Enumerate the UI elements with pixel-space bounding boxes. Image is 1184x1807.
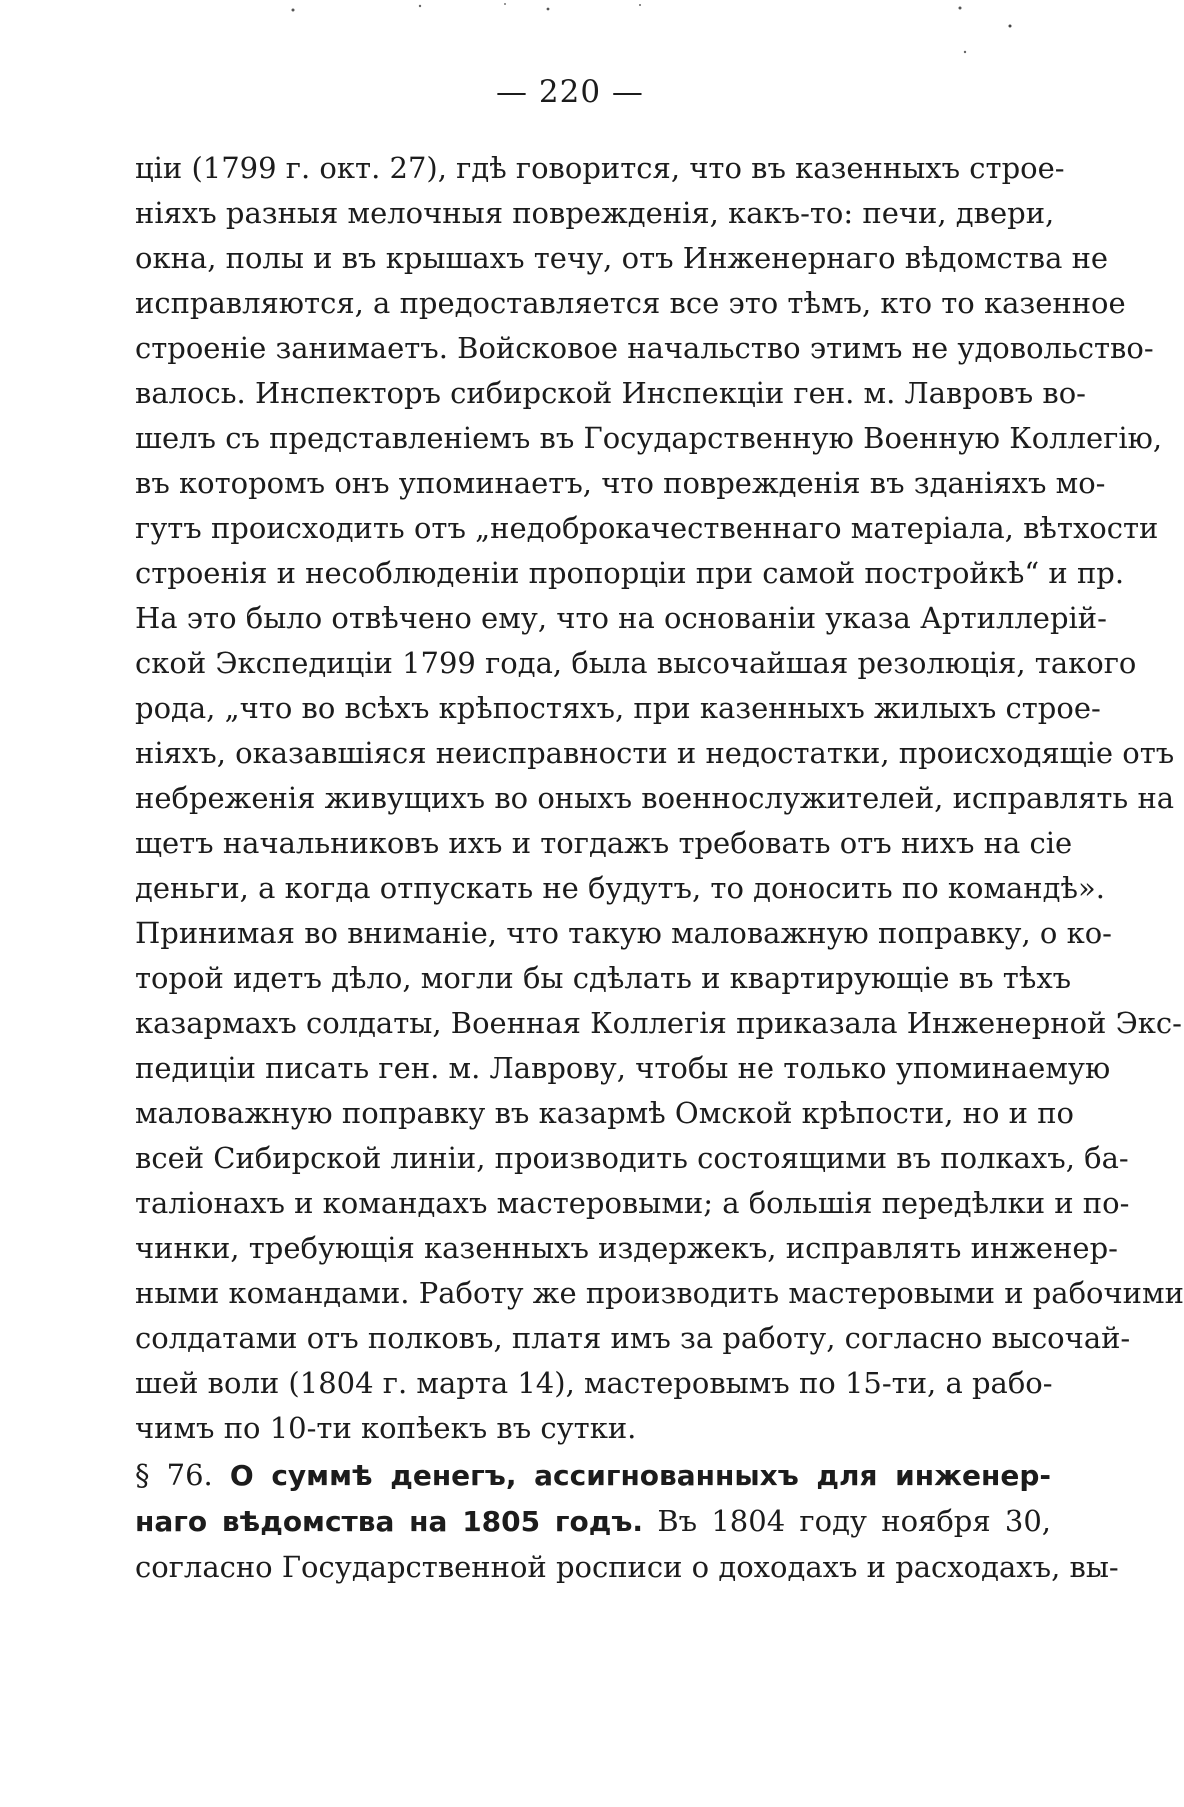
text-line: ніяхъ разныя мелочныя поврежденія, какъ-то: печи, двери, — [135, 196, 1055, 230]
text-line: ціи (1799 г. окт. 27), гдѣ говорится, что въ казенныхъ строе- — [135, 151, 1065, 185]
section-heading-continued: наго вѣдомства на 1805 годъ. — [135, 1505, 644, 1538]
text-line: шей воли (1804 г. марта 14), мастеровымъ по 15-ти, а рабо- — [135, 1366, 1053, 1400]
text-line: торой идетъ дѣло, могли бы сдѣлать и квартирующіе въ тѣхъ — [135, 961, 1072, 995]
text-line: маловажную поправку въ казармѣ Омской крѣпости, но и по — [135, 1096, 1074, 1130]
text-line: ными командами. Работу же производить мастеровыми и рабочими — [135, 1276, 1184, 1310]
text-line: солдатами отъ полковъ, платя имъ за работу, согласно высочай- — [135, 1321, 1131, 1355]
text-line: строеніе занимаетъ. Войсковое начальство этимъ не удовольство- — [135, 331, 1154, 365]
section-heading-line — [135, 1452, 1051, 1498]
text-line: ніяхъ, оказавшіяся неисправности и недостатки, происходящіе отъ — [135, 736, 1175, 770]
text-line: гутъ происходить отъ „недоброкачественнаго матеріала, вѣтхости — [135, 511, 1159, 545]
text-line: чинки, требующія казенныхъ издержекъ, исправлять инженер- — [135, 1231, 1118, 1265]
text-line: педиціи писать ген. м. Лаврову, чтобы не только упоминаемую — [135, 1051, 1111, 1085]
text-line: таліонахъ и командахъ мастеровыми; а большія передѣлки и по- — [135, 1186, 1130, 1220]
text-line: окна, полы и въ крышахъ течу, отъ Инженернаго вѣдомства не — [135, 241, 1109, 275]
text-line: Принимая во вниманіе, что такую маловажную поправку, о ко- — [135, 916, 1112, 950]
text-line: небреженія живущихъ во оныхъ военнослужителей, исправлять на — [135, 781, 1175, 815]
text-line: исправляются, а предоставляется все это тѣмъ, кто то казенное — [135, 286, 1126, 320]
text-line: чимъ по 10-ти копѣекъ въ сутки. — [135, 1411, 637, 1445]
body-text — [135, 146, 1184, 1451]
text-line: въ которомъ онъ упоминаетъ, что поврежденія въ зданіяхъ мо- — [135, 466, 1106, 500]
page-number: — 220 — — [496, 74, 644, 110]
text-line: казармахъ солдаты, Военная Коллегія приказала Инженерной Экс- — [135, 1006, 1182, 1040]
section-text: Въ 1804 году ноября 30, — [657, 1504, 1052, 1538]
text-line: согласно Государственной росписи о доходахъ и расходахъ, вы- — [135, 1550, 1119, 1584]
text-line: деньги, а когда отпускать не будутъ, то доносить по командѣ». — [135, 871, 1105, 905]
text-line: шелъ съ представленіемъ въ Государственную Военную Коллегію, — [135, 421, 1163, 455]
text-line: На это было отвѣчено ему, что на основаніи указа Артиллерій- — [135, 601, 1107, 635]
text-line: ской Экспедиціи 1799 года, была высочайшая резолюція, такого — [135, 646, 1137, 680]
text-line: всей Сибирской линіи, производить состоящими въ полкахъ, ба- — [135, 1141, 1129, 1175]
section-76 — [135, 1452, 1119, 1590]
text-line: рода, „что во всѣхъ крѣпостяхъ, при казенныхъ жилыхъ строе- — [135, 691, 1101, 725]
section-heading: О суммѣ денегъ, ассигнованныхъ для инженер- — [229, 1459, 1051, 1492]
section-number: § 76. — [135, 1458, 213, 1492]
text-line: щетъ начальниковъ ихъ и тогдажъ требовать отъ нихъ на сіе — [135, 826, 1073, 860]
section-heading-line — [135, 1498, 1051, 1544]
text-line: валось. Инспекторъ сибирской Инспекціи ген. м. Лавровъ во- — [135, 376, 1086, 410]
text-line: строенія и несоблюденіи пропорціи при самой постройкѣ“ и пр. — [135, 556, 1125, 590]
print-specks — [0, 0, 1140, 60]
